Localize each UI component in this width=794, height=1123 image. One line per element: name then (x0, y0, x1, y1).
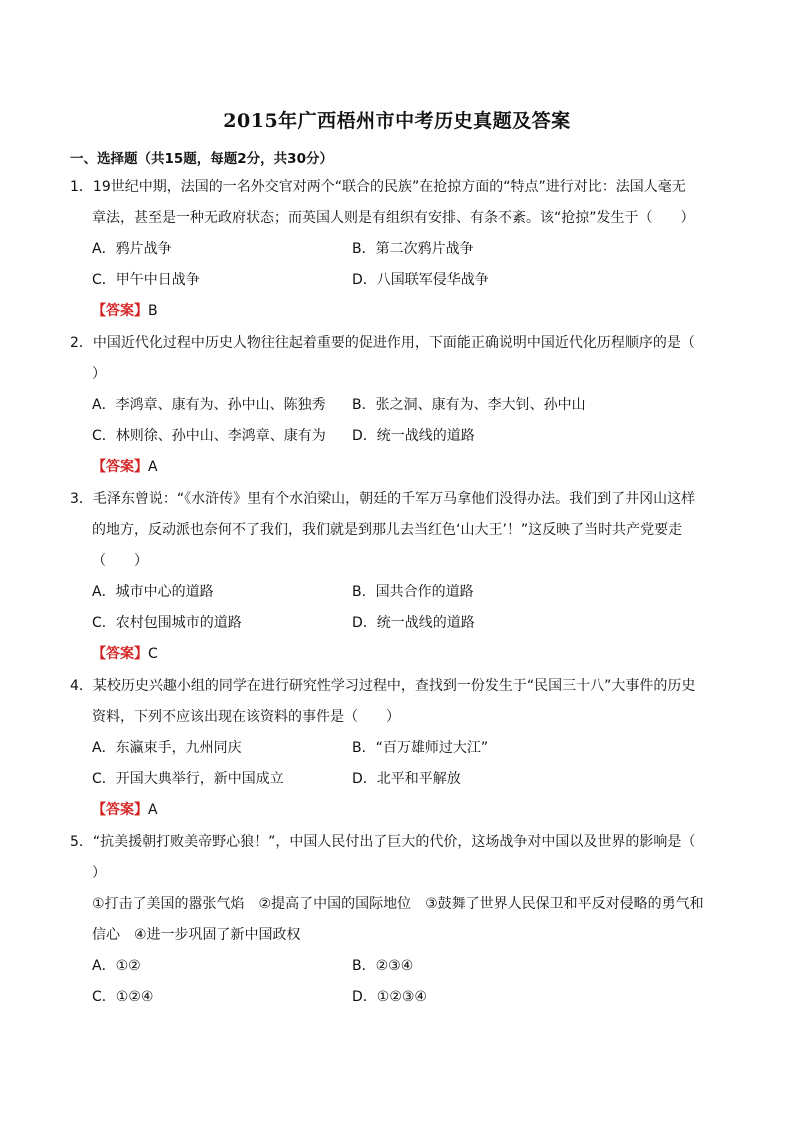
question-5-line-4: 信心 ④进一步巩固了新中国政权 (92, 927, 301, 943)
question-1-option-a: A．鸦片战争 (92, 241, 172, 257)
answer-value: C (148, 646, 158, 662)
answer-tag: 【答案】 (92, 802, 148, 818)
question-3-option-c: C．农村包围城市的道路 (92, 615, 242, 631)
question-2-line-1: 2．中国近代化过程中历史人物往往起着重要的促进作用，下面能正确说明中国近代化历程顺序的是（ (70, 335, 695, 351)
question-2-option-b: B．张之洞、康有为、李大钊、孙中山 (352, 397, 586, 413)
question-1-line-2: 章法，甚至是一种无政府状态；而英国人则是有组织有安排、有条不紊。该“抢掠”发生于（ ） (92, 210, 695, 226)
question-3-line-1: 3．毛泽东曾说：“《水浒传》里有个水泊梁山，朝廷的千军万马拿他们没得办法。我们到了井冈山这样 (70, 491, 696, 507)
question-3-option-a: A．城市中心的道路 (92, 584, 214, 600)
question-2-answer (92, 458, 158, 476)
question-1-line-1: 1．19世纪中期，法国的一名外交官对两个“联合的民族”在抢掠方面的“特点”进行对比：法国人毫无 (70, 179, 686, 195)
page-title: 2015年广西梧州市中考历史真题及答案 (223, 110, 571, 132)
question-1-answer (92, 302, 158, 320)
question-3-option-d: D．统一战线的道路 (352, 615, 475, 631)
question-5-option-d: D．①②③④ (352, 989, 427, 1005)
answer-tag: 【答案】 (92, 646, 148, 662)
question-5-line-2: ） (92, 865, 106, 881)
question-5-option-c: C．①②④ (92, 989, 154, 1005)
question-4-option-a: A．东瀛束手，九州同庆 (92, 740, 242, 756)
answer-value: A (148, 459, 158, 475)
question-5-line-1: 5．“抗美援朝打败美帝野心狼！”，中国人民付出了巨大的代价，这场战争对中国以及世界的影响是（ (70, 834, 696, 850)
question-4-line-1: 4．某校历史兴趣小组的同学在进行研究性学习过程中，查找到一份发生于“民国三十八”大事件的历史 (70, 678, 696, 694)
question-3-line-2: 的地方，反动派也奈何不了我们，我们就是到那儿去当红色‘山大王’！”这反映了当时共产党要走 (92, 522, 683, 538)
answer-value: B (148, 303, 158, 319)
question-3-option-b: B．国共合作的道路 (352, 584, 474, 600)
section-heading: 一、选择题（共15题，每题2分，共30分） (70, 151, 333, 167)
question-2-option-c: C．林则徐、孙中山、李鸿章、康有为 (92, 428, 326, 444)
question-5-option-a: A．①② (92, 958, 141, 974)
question-4-answer (92, 801, 158, 819)
question-2-option-a: A．李鸿章、康有为、孙中山、陈独秀 (92, 397, 326, 413)
answer-tag: 【答案】 (92, 459, 148, 475)
question-1-option-b: B．第二次鸦片战争 (352, 241, 474, 257)
question-5-option-b: B．②③④ (352, 958, 414, 974)
question-5-line-3: ①打击了美国的嚣张气焰 ②提高了中国的国际地位 ③鼓舞了世界人民保卫和平反对侵略的勇气和 (92, 896, 704, 912)
question-3-line-3: （ ） (92, 553, 148, 569)
question-2-option-d: D．统一战线的道路 (352, 428, 475, 444)
question-4-line-2: 资料，下列不应该出现在该资料的事件是（ ） (92, 709, 400, 725)
question-4-option-d: D．北平和平解放 (352, 771, 461, 787)
question-4-option-b: B．“百万雄师过大江” (352, 740, 489, 756)
question-2-line-2: ） (92, 366, 106, 382)
question-3-answer (92, 645, 158, 663)
question-1-option-c: C．甲午中日战争 (92, 272, 200, 288)
question-1-option-d: D．八国联军侵华战争 (352, 272, 489, 288)
question-4-option-c: C．开国大典举行，新中国成立 (92, 771, 284, 787)
answer-value: A (148, 802, 158, 818)
answer-tag: 【答案】 (92, 303, 148, 319)
